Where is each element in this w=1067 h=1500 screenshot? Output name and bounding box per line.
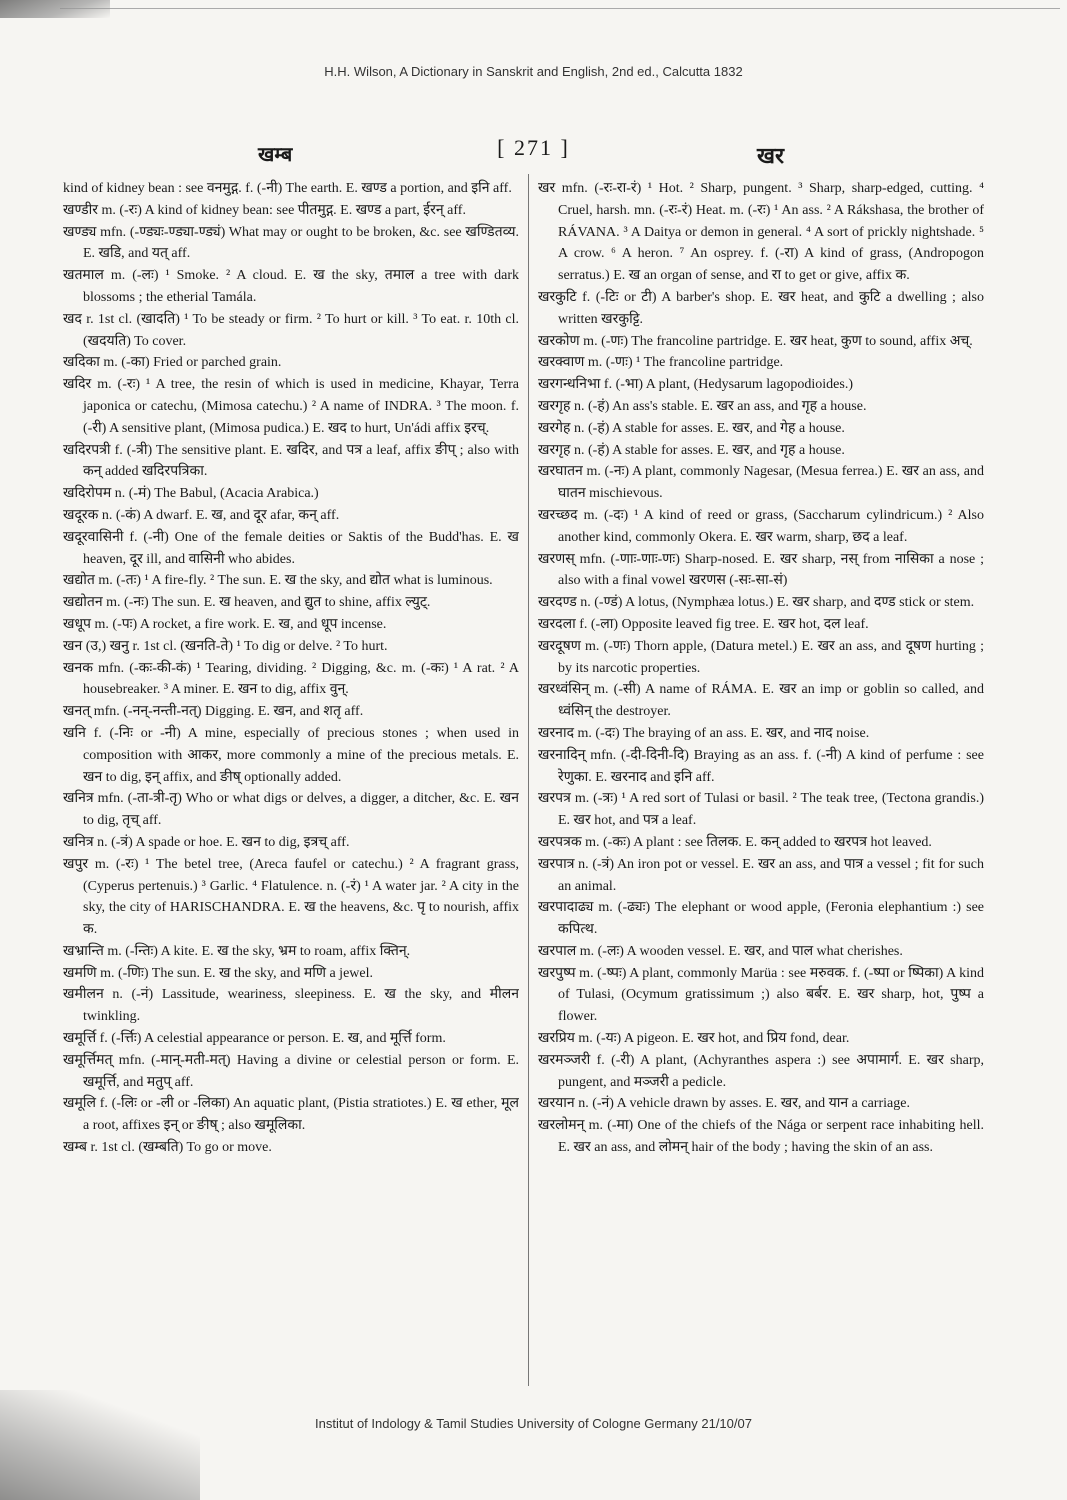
dictionary-entry: खधूप m. (-पः) A rocket, a fire work. E. ख, and धूप incense. [63, 616, 387, 632]
dictionary-entry: खरपाल m. (-लः) A wooden vessel. E. खर, and पाल what cherishes. [538, 943, 903, 959]
dictionary-entry: खण्डीर m. (-रः) A kind of kidney bean: see पीतमुद्ग. E. खण्ड a part, ईरन् aff. [63, 202, 466, 218]
dictionary-entry: खरध्वंसिन् m. (-सी) A name of RÁMA. E. खर an imp or goblin so called, and ध्वंसिन् the destroyer. [538, 682, 984, 720]
dictionary-entry: खमूर्त्तिमत् mfn. (-मान्-मती-मत्) Having a divine or celestial person or form. E. खमूर्त्ति, and मतुप् aff. [63, 1052, 519, 1090]
dictionary-entry: खमूर्त्ति f. (-र्त्तिः) A celestial appearance or person. E. ख, and मूर्त्ति form. [63, 1031, 446, 1047]
dictionary-entry: खपुर m. (-रः) ¹ The betel tree, (Areca faufel or catechu.) ² A fragrant grass, (Cyperus pertenuis.) ³ Garlic. ⁴ Flatulence. n. (-रं) ¹ A water jar. ² A city in the sky, the city of HARISCHANDRA. E. ख the heavens, &c. पृ to nourish, affix क. [63, 856, 519, 938]
dictionary-entry: खरकोण m. (-णः) The francoline partridge. E. खर heat, कुण to sound, affix अच्. [538, 333, 973, 349]
page-number: [ 271 ] [497, 135, 570, 160]
dictionary-entry: खमूलि f. (-लिः or -ली or -लिका) An aquatic plant, (Pistia stratiotes.) E. ख ether, मूल a root, affixes इन् or ङीष् ; also खमूलिका. [63, 1096, 519, 1134]
dictionary-entry: खरयान n. (-नं) A vehicle drawn by asses. E. खर, and यान a carriage. [538, 1096, 910, 1112]
dictionary-entry: खरदूषण m. (-णः) Thorn apple, (Datura metel.) E. खर an ass, and दूषण hurting ; by its narcotic properties. [538, 638, 984, 676]
source-citation: H.H. Wilson, A Dictionary in Sanskrit and English, 2nd ed., Calcutta 1832 [324, 64, 743, 79]
dictionary-entry: खदिर m. (-रः) ¹ A tree, the resin of which is used in medicine, Khayar, Terra japonica or catechu, (Mimosa catechu.) ² A name of INDRA. ³ The moon. f. (-री) A sensitive plant, (Mimosa pudica.) E. खद to hurt, Un'ádi affix इरच्. [63, 377, 519, 436]
left-guide-word: खम्ब [258, 144, 293, 166]
dictionary-entry: खद्योत m. (-तः) ¹ A fire-fly. ² The sun. E. ख the sky, and द्योत what is luminous. [63, 573, 493, 589]
dictionary-entry: खरघातन m. (-नः) A plant, commonly Nagesar, (Mesua ferrea.) E. खर an ass, and घातन mischievous. [538, 464, 984, 502]
dictionary-entry: खरमञ्जरी f. (-री) A plant, (Achyranthes aspera :) see अपामार्ग. E. खर sharp, pungent, and मञ्जरी a pedicle. [538, 1052, 984, 1090]
dictionary-entry: खनक mfn. (-कः-की-कं) ¹ Tearing, dividing. ² Digging, &c. m. (-कः) ¹ A rat. ² A housebreaker. ³ A miner. E. खन to dig, affix वुन्. [63, 660, 519, 698]
dictionary-entry: खरगृह n. (-हं) An ass's stable. E. खर an ass, and गृह a house. [538, 398, 867, 414]
dictionary-entry: खरदला f. (-ला) Opposite leaved fig tree. E. खर hot, दल leaf. [538, 616, 869, 632]
dictionary-entry: खरगन्धनिभा f. (-भा) A plant, (Hedysarum lagopodioides.) [538, 377, 853, 393]
dictionary-entry: खरप्रिय m. (-यः) A pigeon. E. खर hot, and प्रिय fond, dear. [538, 1031, 850, 1047]
dictionary-entry: खरपुष्प m. (-ष्पः) A plant, commonly Marüa : see मरुवक. f. (-ष्पा or ष्पिका) A kind of Tulasi, (Ocymum gratissimum ;) also बर्बर. E. खर sharp, hot, पुष्प a flower. [538, 965, 984, 1025]
right-column [538, 178, 984, 1403]
dictionary-entry: खरपत्र m. (-त्रः) ¹ A red sort of Tulasi or basil. ² The teak tree, (Tectona grandis.) E. खर hot, and पत्र a leaf. [538, 791, 984, 829]
scan-edge-shadow-top [0, 0, 110, 18]
dictionary-entry: खद r. 1st cl. (खादति) ¹ To be steady or firm. ² To hurt or kill. ³ To eat. r. 10th cl. (खदयति) To cover. [63, 311, 519, 349]
dictionary-entry: खन (उ,) खनु r. 1st cl. (खनति-ते) ¹ To dig or delve. ² To hurt. [63, 638, 388, 654]
dictionary-entry: खरपत्रक m. (-कः) A plant : see तिलक. E. कन् added to खरपत्र hot leaved. [538, 834, 932, 850]
dictionary-entry: खरनाद m. (-दः) The braying of an ass. E. खर, and नाद noise. [538, 725, 870, 741]
dictionary-entry: खनत् mfn. (-नन्-नन्ती-नत्) Digging. E. खन, and शतृ aff. [63, 704, 364, 720]
dictionary-entry: खर mfn. (-रः-रा-रं) ¹ Hot. ² Sharp, pungent. ³ Sharp, sharp-edged, cutting. ⁴ Cruel, harsh. mn. (-रः-रं) Heat. m. (-रः) ¹ An ass. ² A Rákshasa, the brother of RÁVANA. ³ A Daitya or demon in general. ⁴ A sort of prickly nightshade. ⁵ A crow. ⁶ A heron. ⁷ An osprey. f. (-रा) A kind of grass, (Andropogon serratus.) E. ख an organ of sense, and रा to get or give, affix क. [538, 181, 984, 284]
dictionary-entry: खतमाल m. (-लः) ¹ Smoke. ² A cloud. E. ख the sky, तमाल a tree with dark blossoms ; the etherial Tamála. [63, 268, 519, 305]
right-guide-word: खर [757, 143, 784, 168]
dictionary-entry: खरगृह n. (-हं) A stable for asses. E. खर, and गृह a house. [538, 442, 845, 458]
dictionary-entry: kind of kidney bean : see वनमुद्ग. f. (-नी) The earth. E. खण्ड a portion, and इनि aff. [63, 181, 512, 196]
dictionary-entry: खरणस् mfn. (-णाः-णाः-णः) Sharp-nosed. E. खर sharp, नस् from नासिका a nose ; also with a final vowel खरणस (-सः-सा-सं) [538, 551, 984, 589]
dictionary-entry: खदूरक n. (-कं) A dwarf. E. ख, and दूर afar, कन् aff. [63, 507, 340, 523]
dictionary-entry: खरपात्र n. (-त्रं) An iron pot or vessel. E. खर an ass, and पात्र a vessel ; fit for such an animal. [538, 856, 984, 894]
dictionary-entry: खमीलन n. (-नं) Lassitude, weariness, sleepiness. E. ख the sky, and मीलन twinkling. [63, 987, 519, 1025]
dictionary-entry: खरगेह n. (-हं) A stable for asses. E. खर, and गेह a house. [538, 420, 845, 436]
dictionary-entry: खरक्वाण m. (-णः) ¹ The francoline partridge. [538, 355, 784, 371]
dictionary-entry: खरच्छद m. (-दः) ¹ A kind of reed or grass, (Saccharum cylindricum.) ² Also another kind, commonly Okera. E. खर warm, sharp, छद a leaf. [538, 507, 984, 545]
dictionary-entry: खरकुटि f. (-टिः or टी) A barber's shop. E. खर heat, and कुटि a dwelling ; also written खरकुट्टि. [538, 289, 984, 327]
dictionary-entry: खण्ड्य mfn. (-ण्ड्यः-ण्ड्या-ण्ड्यं) What may or ought to be broken, &c. see खण्डितव्य. E. खडि, and यत् aff. [63, 224, 519, 262]
dictionary-entry: खरदण्ड n. (-ण्डं) A lotus, (Nymphæa lotus.) E. खर sharp, and दण्ड stick or stem. [538, 595, 975, 611]
dictionary-entry: खनित्र mfn. (-ता-त्री-तृ) Who or what digs or delves, a digger, a ditcher, &c. E. खन to dig, तृच् aff. [63, 791, 519, 829]
dictionary-entry: खमणि m. (-णिः) The sun. E. ख the sky, and मणि a jewel. [63, 965, 373, 981]
dictionary-entry: खदिका m. (-का) Fried or parched grain. [63, 355, 282, 371]
institution-footer: Institut of Indology & Tamil Studies University of Cologne Germany 21/10/07 [315, 1416, 752, 1431]
dictionary-entry: खरलोमन् m. (-मा) One of the chiefs of the Nága or serpent race inhabiting hell. E. खर an ass, and लोमन् hair of the body ; having the skin of an ass. [538, 1118, 984, 1156]
dictionary-entry: खरनादिन् mfn. (-दी-दिनी-दि) Braying as an ass. f. (-नी) A kind of perfume : see रेणुका. E. खरनाद and इनि aff. [538, 747, 984, 785]
left-column [63, 178, 519, 1403]
dictionary-entry: खरपादाढ्य m. (-ढ्यः) The elephant or wood apple, (Feronia elephantium :) see कपित्थ. [538, 900, 984, 938]
column-divider [528, 174, 529, 1386]
dictionary-entry: खदिरोपम n. (-मं) The Babul, (Acacia Arabica.) [63, 486, 319, 502]
dictionary-entry: खद्योतन m. (-नः) The sun. E. ख heaven, and द्युत to shine, affix ल्युट्. [63, 595, 431, 611]
dictionary-entry: खदिरपत्री f. (-त्री) The sensitive plant. E. खदिर, and पत्र a leaf, affix ङीप् ; also with कन् added खदिरपत्रिका. [63, 442, 519, 480]
dictionary-entry: खनित्र n. (-त्रं) A spade or hoe. E. खन to dig, इत्रच् aff. [63, 834, 350, 850]
dictionary-entry: खनि f. (-निः or -नी) A mine, especially of precious stones ; when used in composition with आकर, more commonly a mine of the precious metals. E. खन to dig, इन् affix, and ङीष् optionally added. [63, 725, 519, 785]
dictionary-entry: खभ्रान्ति m. (-न्तिः) A kite. E. ख the sky, भ्रम to roam, affix क्तिन्. [63, 943, 411, 959]
dictionary-entry: खम्ब r. 1st cl. (खम्बति) To go or move. [63, 1140, 272, 1156]
scan-edge-shadow-bottom [0, 1390, 200, 1500]
scan-top-rule [60, 8, 1060, 9]
dictionary-entry: खदूरवासिनी f. (-नी) One of the female deities or Saktis of the Budd'has. E. ख heaven, दूर ill, and वासिनी who abides. [63, 529, 519, 567]
